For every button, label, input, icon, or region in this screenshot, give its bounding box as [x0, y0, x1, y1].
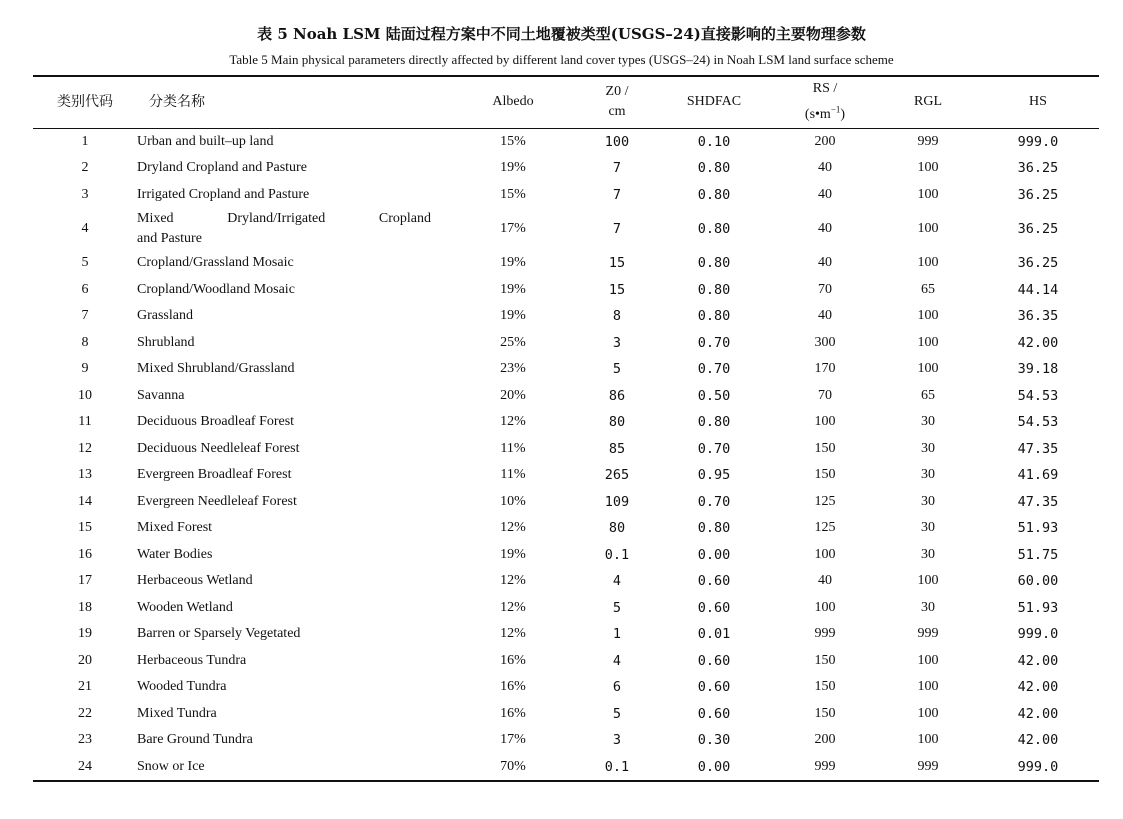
cell-code: 19 — [78, 626, 92, 642]
cell-hs: 999.0 — [1017, 626, 1059, 643]
cell-z0: 0.1 — [604, 546, 630, 563]
cell-hs: 51.93 — [1017, 599, 1059, 616]
cell-name: Wooden Wetland — [137, 599, 233, 615]
cell-shdfac: 0.10 — [697, 133, 731, 150]
name-line2: and Pasture — [137, 231, 202, 246]
cell-albedo: 17% — [500, 732, 526, 748]
cell-rgl: 65 — [921, 387, 935, 403]
z0-unit: cm — [608, 104, 626, 120]
cell-rgl: 100 — [917, 361, 939, 377]
cell-hs: 39.18 — [1017, 361, 1059, 378]
name-word: Mixed — [137, 211, 174, 226]
table-row — [33, 727, 1099, 754]
cell-rs: 150 — [814, 652, 836, 668]
cell-hs: 36.25 — [1017, 221, 1059, 237]
table-row — [33, 128, 1099, 155]
cell-name: Deciduous Needleleaf Forest — [137, 440, 300, 456]
col-header-z0 — [577, 76, 657, 128]
cell-albedo: 12% — [500, 573, 526, 589]
cell-name: Evergreen Needleleaf Forest — [137, 493, 297, 509]
cell-albedo: 12% — [500, 520, 526, 536]
cell-rs: 150 — [814, 467, 836, 483]
cell-code: 5 — [81, 255, 89, 271]
cell-rgl: 30 — [921, 493, 935, 509]
cell-albedo: 25% — [500, 334, 526, 350]
cell-rs: 150 — [814, 440, 836, 456]
cell-hs: 42.00 — [1017, 334, 1059, 351]
table-row — [33, 409, 1099, 436]
cell-albedo: 12% — [500, 414, 526, 430]
cell-name: Savanna — [137, 387, 185, 403]
cell-rs: 150 — [814, 679, 836, 695]
cell-code: 3 — [81, 186, 89, 202]
cell-hs: 36.25 — [1017, 186, 1059, 203]
table-row — [33, 621, 1099, 648]
cell-shdfac: 0.60 — [697, 599, 731, 616]
cell-shdfac: 0.80 — [697, 186, 731, 203]
table-header — [33, 76, 1099, 128]
col-header-name: 分类名称 — [149, 94, 205, 111]
cell-rs: 100 — [814, 414, 836, 430]
cell-rgl: 999 — [917, 758, 939, 774]
cell-rs: 100 — [814, 546, 836, 562]
name-word: Cropland — [378, 211, 431, 226]
table-row — [33, 542, 1099, 569]
table-row — [33, 383, 1099, 410]
cell-hs: 42.00 — [1017, 705, 1059, 722]
cell-albedo: 20% — [500, 387, 526, 403]
table-row — [33, 489, 1099, 516]
cell-code: 2 — [81, 160, 89, 176]
cell-albedo: 16% — [500, 679, 526, 695]
cell-shdfac: 0.80 — [697, 414, 731, 431]
cell-z0: 7 — [612, 186, 622, 203]
cell-name: Cropland/Grassland Mosaic — [137, 255, 294, 271]
cell-albedo: 19% — [500, 281, 526, 297]
cell-rs: 40 — [818, 308, 832, 324]
cell-name: Wooded Tundra — [137, 679, 227, 695]
cell-code: 18 — [78, 599, 92, 615]
cell-rgl: 100 — [917, 334, 939, 350]
cell-rgl: 100 — [917, 652, 939, 668]
cell-rs: 125 — [814, 520, 836, 536]
cell-name — [137, 208, 449, 250]
cell-name: Herbaceous Wetland — [137, 573, 253, 589]
cell-name: Water Bodies — [137, 546, 213, 562]
col-header-shdfac: SHDFAC — [686, 94, 742, 110]
cell-name: Grassland — [137, 308, 193, 324]
cell-hs: 60.00 — [1017, 573, 1059, 590]
cell-rgl: 999 — [917, 626, 939, 642]
table-row — [33, 568, 1099, 595]
cell-shdfac: 0.50 — [697, 387, 731, 404]
cell-z0: 6 — [612, 679, 622, 696]
cell-code: 8 — [81, 334, 89, 350]
cell-hs: 47.35 — [1017, 440, 1059, 457]
cell-rgl: 100 — [917, 255, 939, 271]
cell-albedo: 17% — [500, 221, 526, 236]
cell-albedo: 19% — [500, 546, 526, 562]
table-body — [33, 128, 1099, 781]
cell-albedo: 10% — [500, 493, 526, 509]
col-header-rgl: RGL — [914, 94, 942, 110]
col-header-code: 类别代码 — [57, 94, 113, 111]
cell-z0: 80 — [608, 520, 626, 537]
cell-rgl: 999 — [917, 133, 939, 149]
cell-code: 23 — [78, 732, 92, 748]
cell-albedo: 12% — [500, 626, 526, 642]
cell-name: Dryland Cropland and Pasture — [137, 160, 307, 176]
cell-z0: 265 — [604, 467, 630, 484]
cell-shdfac: 0.80 — [697, 221, 731, 237]
cell-z0: 5 — [612, 361, 622, 378]
cell-rgl: 100 — [917, 573, 939, 589]
table-row — [33, 595, 1099, 622]
cell-code: 16 — [78, 546, 92, 562]
cell-name: Mixed Shrubland/Grassland — [137, 361, 295, 377]
cell-rgl: 30 — [921, 520, 935, 536]
cell-hs: 51.93 — [1017, 520, 1059, 537]
rs-label: RS / — [812, 81, 838, 97]
cell-name: Herbaceous Tundra — [137, 652, 247, 668]
cell-shdfac: 0.95 — [697, 467, 731, 484]
table-row — [33, 356, 1099, 383]
cell-shdfac: 0.00 — [697, 758, 731, 775]
cell-code: 1 — [81, 133, 89, 149]
cell-rgl: 30 — [921, 414, 935, 430]
cell-name: Cropland/Woodland Mosaic — [137, 281, 295, 297]
cell-code: 9 — [81, 361, 89, 377]
col-header-albedo: Albedo — [492, 94, 534, 110]
cell-rgl: 30 — [921, 467, 935, 483]
cell-hs: 47.35 — [1017, 493, 1059, 510]
table-row — [33, 277, 1099, 304]
cell-name: Barren or Sparsely Vegetated — [137, 626, 301, 642]
rs-unit: $(s•m^{-1})$ — [804, 104, 846, 123]
cell-z0: 8 — [612, 308, 622, 325]
cell-rgl: 30 — [921, 599, 935, 615]
cell-albedo: 19% — [500, 160, 526, 176]
cell-hs: 999.0 — [1017, 133, 1059, 150]
cell-rs: 100 — [814, 599, 836, 615]
cell-rs: 70 — [818, 387, 832, 403]
cell-rgl: 65 — [921, 281, 935, 297]
table-row — [33, 648, 1099, 675]
cell-hs: 41.69 — [1017, 467, 1059, 484]
cell-rgl: 100 — [917, 705, 939, 721]
cell-hs: 51.75 — [1017, 546, 1059, 563]
cell-code: 4 — [81, 221, 89, 236]
cell-rs: 40 — [818, 255, 832, 271]
cell-rs: 150 — [814, 705, 836, 721]
table-row — [33, 155, 1099, 182]
cell-rgl: 100 — [917, 308, 939, 324]
cell-code: 6 — [81, 281, 89, 297]
cell-shdfac: 0.80 — [697, 255, 731, 272]
cell-z0: 7 — [612, 221, 622, 237]
cell-code: 14 — [78, 493, 92, 509]
cell-shdfac: 0.00 — [697, 546, 731, 563]
cell-z0: 4 — [612, 652, 622, 669]
cell-z0: 100 — [604, 133, 630, 150]
cell-z0: 0.1 — [604, 758, 630, 775]
cell-hs: 42.00 — [1017, 652, 1059, 669]
cell-z0: 85 — [608, 440, 626, 457]
cell-z0: 86 — [608, 387, 626, 404]
cell-name: Snow or Ice — [137, 758, 205, 774]
cell-albedo: 11% — [500, 467, 526, 483]
cell-rgl: 100 — [917, 160, 939, 176]
cell-albedo: 70% — [500, 758, 526, 774]
cell-name: Evergreen Broadleaf Forest — [137, 467, 292, 483]
cell-code: 15 — [78, 520, 92, 536]
table-row — [33, 701, 1099, 728]
z0-label: Z0 / — [605, 84, 629, 100]
cell-z0: 7 — [612, 160, 622, 177]
cell-rs: 999 — [814, 758, 836, 774]
parameters-table — [33, 75, 1099, 782]
cell-z0: 5 — [612, 705, 622, 722]
cell-z0: 15 — [608, 281, 626, 298]
cell-rs: 40 — [818, 221, 832, 236]
cell-shdfac: 0.70 — [697, 334, 731, 351]
cell-name: Mixed Tundra — [137, 705, 217, 721]
cell-code: 20 — [78, 652, 92, 668]
table-row — [33, 436, 1099, 463]
table-row — [33, 303, 1099, 330]
cell-code: 24 — [78, 758, 92, 774]
cell-albedo: 11% — [500, 440, 526, 456]
cell-z0: 4 — [612, 573, 622, 590]
cell-shdfac: 0.60 — [697, 679, 731, 696]
cell-hs: 54.53 — [1017, 387, 1059, 404]
cell-name: Mixed Forest — [137, 520, 213, 536]
cell-shdfac: 0.80 — [697, 308, 731, 325]
cell-z0: 109 — [604, 493, 630, 510]
cell-rgl: 30 — [921, 546, 935, 562]
cell-z0: 3 — [612, 732, 622, 749]
cell-code: 12 — [78, 440, 92, 456]
cell-rs: 70 — [818, 281, 832, 297]
cell-shdfac: 0.80 — [697, 281, 731, 298]
cell-shdfac: 0.60 — [697, 705, 731, 722]
table-row — [33, 674, 1099, 701]
cell-hs: 999.0 — [1017, 758, 1059, 775]
cell-hs: 36.25 — [1017, 255, 1059, 272]
cell-albedo: 16% — [500, 652, 526, 668]
cell-name: Deciduous Broadleaf Forest — [137, 414, 295, 430]
cell-z0: 15 — [608, 255, 626, 272]
cell-shdfac: 0.60 — [697, 652, 731, 669]
cell-code: 13 — [78, 467, 92, 483]
cell-albedo: 19% — [500, 255, 526, 271]
cell-rgl: 100 — [917, 732, 939, 748]
col-header-rs — [771, 76, 879, 128]
cell-rgl: 100 — [917, 221, 939, 236]
table-row — [33, 182, 1099, 209]
cell-shdfac: 0.60 — [697, 573, 731, 590]
cell-code: 7 — [81, 308, 89, 324]
cell-shdfac: 0.30 — [697, 732, 731, 749]
cell-rgl: 100 — [917, 186, 939, 202]
cell-albedo: 15% — [500, 186, 526, 202]
cell-shdfac: 0.70 — [697, 361, 731, 378]
cell-rs: 999 — [814, 626, 836, 642]
cell-name: Irrigated Cropland and Pasture — [137, 186, 310, 202]
cell-hs: 42.00 — [1017, 732, 1059, 749]
table-row — [33, 208, 1099, 250]
cell-code: 17 — [78, 573, 92, 589]
cell-albedo: 23% — [500, 361, 526, 377]
cell-rs: 170 — [814, 361, 836, 377]
cell-albedo: 12% — [500, 599, 526, 615]
cell-albedo: 15% — [500, 133, 526, 149]
cell-name: Shrubland — [137, 334, 195, 350]
cell-code: 11 — [78, 414, 92, 430]
name-word: Dryland/Irrigated — [227, 211, 326, 226]
cell-rs: 40 — [818, 573, 832, 589]
cell-albedo: 19% — [500, 308, 526, 324]
cell-shdfac: 0.80 — [697, 160, 731, 177]
table-row — [33, 250, 1099, 277]
cell-rs: 300 — [814, 334, 836, 350]
col-header-hs: HS — [1029, 94, 1047, 110]
cell-hs: 54.53 — [1017, 414, 1059, 431]
cell-z0: 3 — [612, 334, 622, 351]
cell-z0: 1 — [612, 626, 622, 643]
table-caption-en: Table 5 Main physical parameters directly affected by different land cover types (USGS–24) in Noah LSM land surface scheme — [229, 52, 894, 67]
cell-hs: 36.25 — [1017, 160, 1059, 177]
cell-hs: 44.14 — [1017, 281, 1059, 298]
cell-rgl: 30 — [921, 440, 935, 456]
table-caption-cn: 表 5 Noah LSM 陆面过程方案中不同土地覆被类型(USGS–24)直接影响的主要物理参数 — [257, 25, 866, 43]
table-row — [33, 330, 1099, 357]
cell-shdfac: 0.70 — [697, 440, 731, 457]
cell-shdfac: 0.70 — [697, 493, 731, 510]
cell-rs: 40 — [818, 186, 832, 202]
cell-rs: 200 — [814, 133, 836, 149]
cell-rgl: 100 — [917, 679, 939, 695]
cell-rs: 200 — [814, 732, 836, 748]
cell-z0: 5 — [612, 599, 622, 616]
cell-name: Urban and built–up land — [137, 133, 274, 149]
cell-rs: 40 — [818, 160, 832, 176]
cell-z0: 80 — [608, 414, 626, 431]
table-row — [33, 754, 1099, 782]
cell-code: 10 — [78, 387, 92, 403]
cell-shdfac: 0.80 — [697, 520, 731, 537]
cell-code: 22 — [78, 705, 92, 721]
cell-code: 21 — [78, 679, 92, 695]
table-row — [33, 515, 1099, 542]
cell-hs: 42.00 — [1017, 679, 1059, 696]
table-row — [33, 462, 1099, 489]
cell-hs: 36.35 — [1017, 308, 1059, 325]
cell-rs: 125 — [814, 493, 836, 509]
cell-shdfac: 0.01 — [697, 626, 731, 643]
cell-name: Bare Ground Tundra — [137, 732, 253, 748]
cell-albedo: 16% — [500, 705, 526, 721]
